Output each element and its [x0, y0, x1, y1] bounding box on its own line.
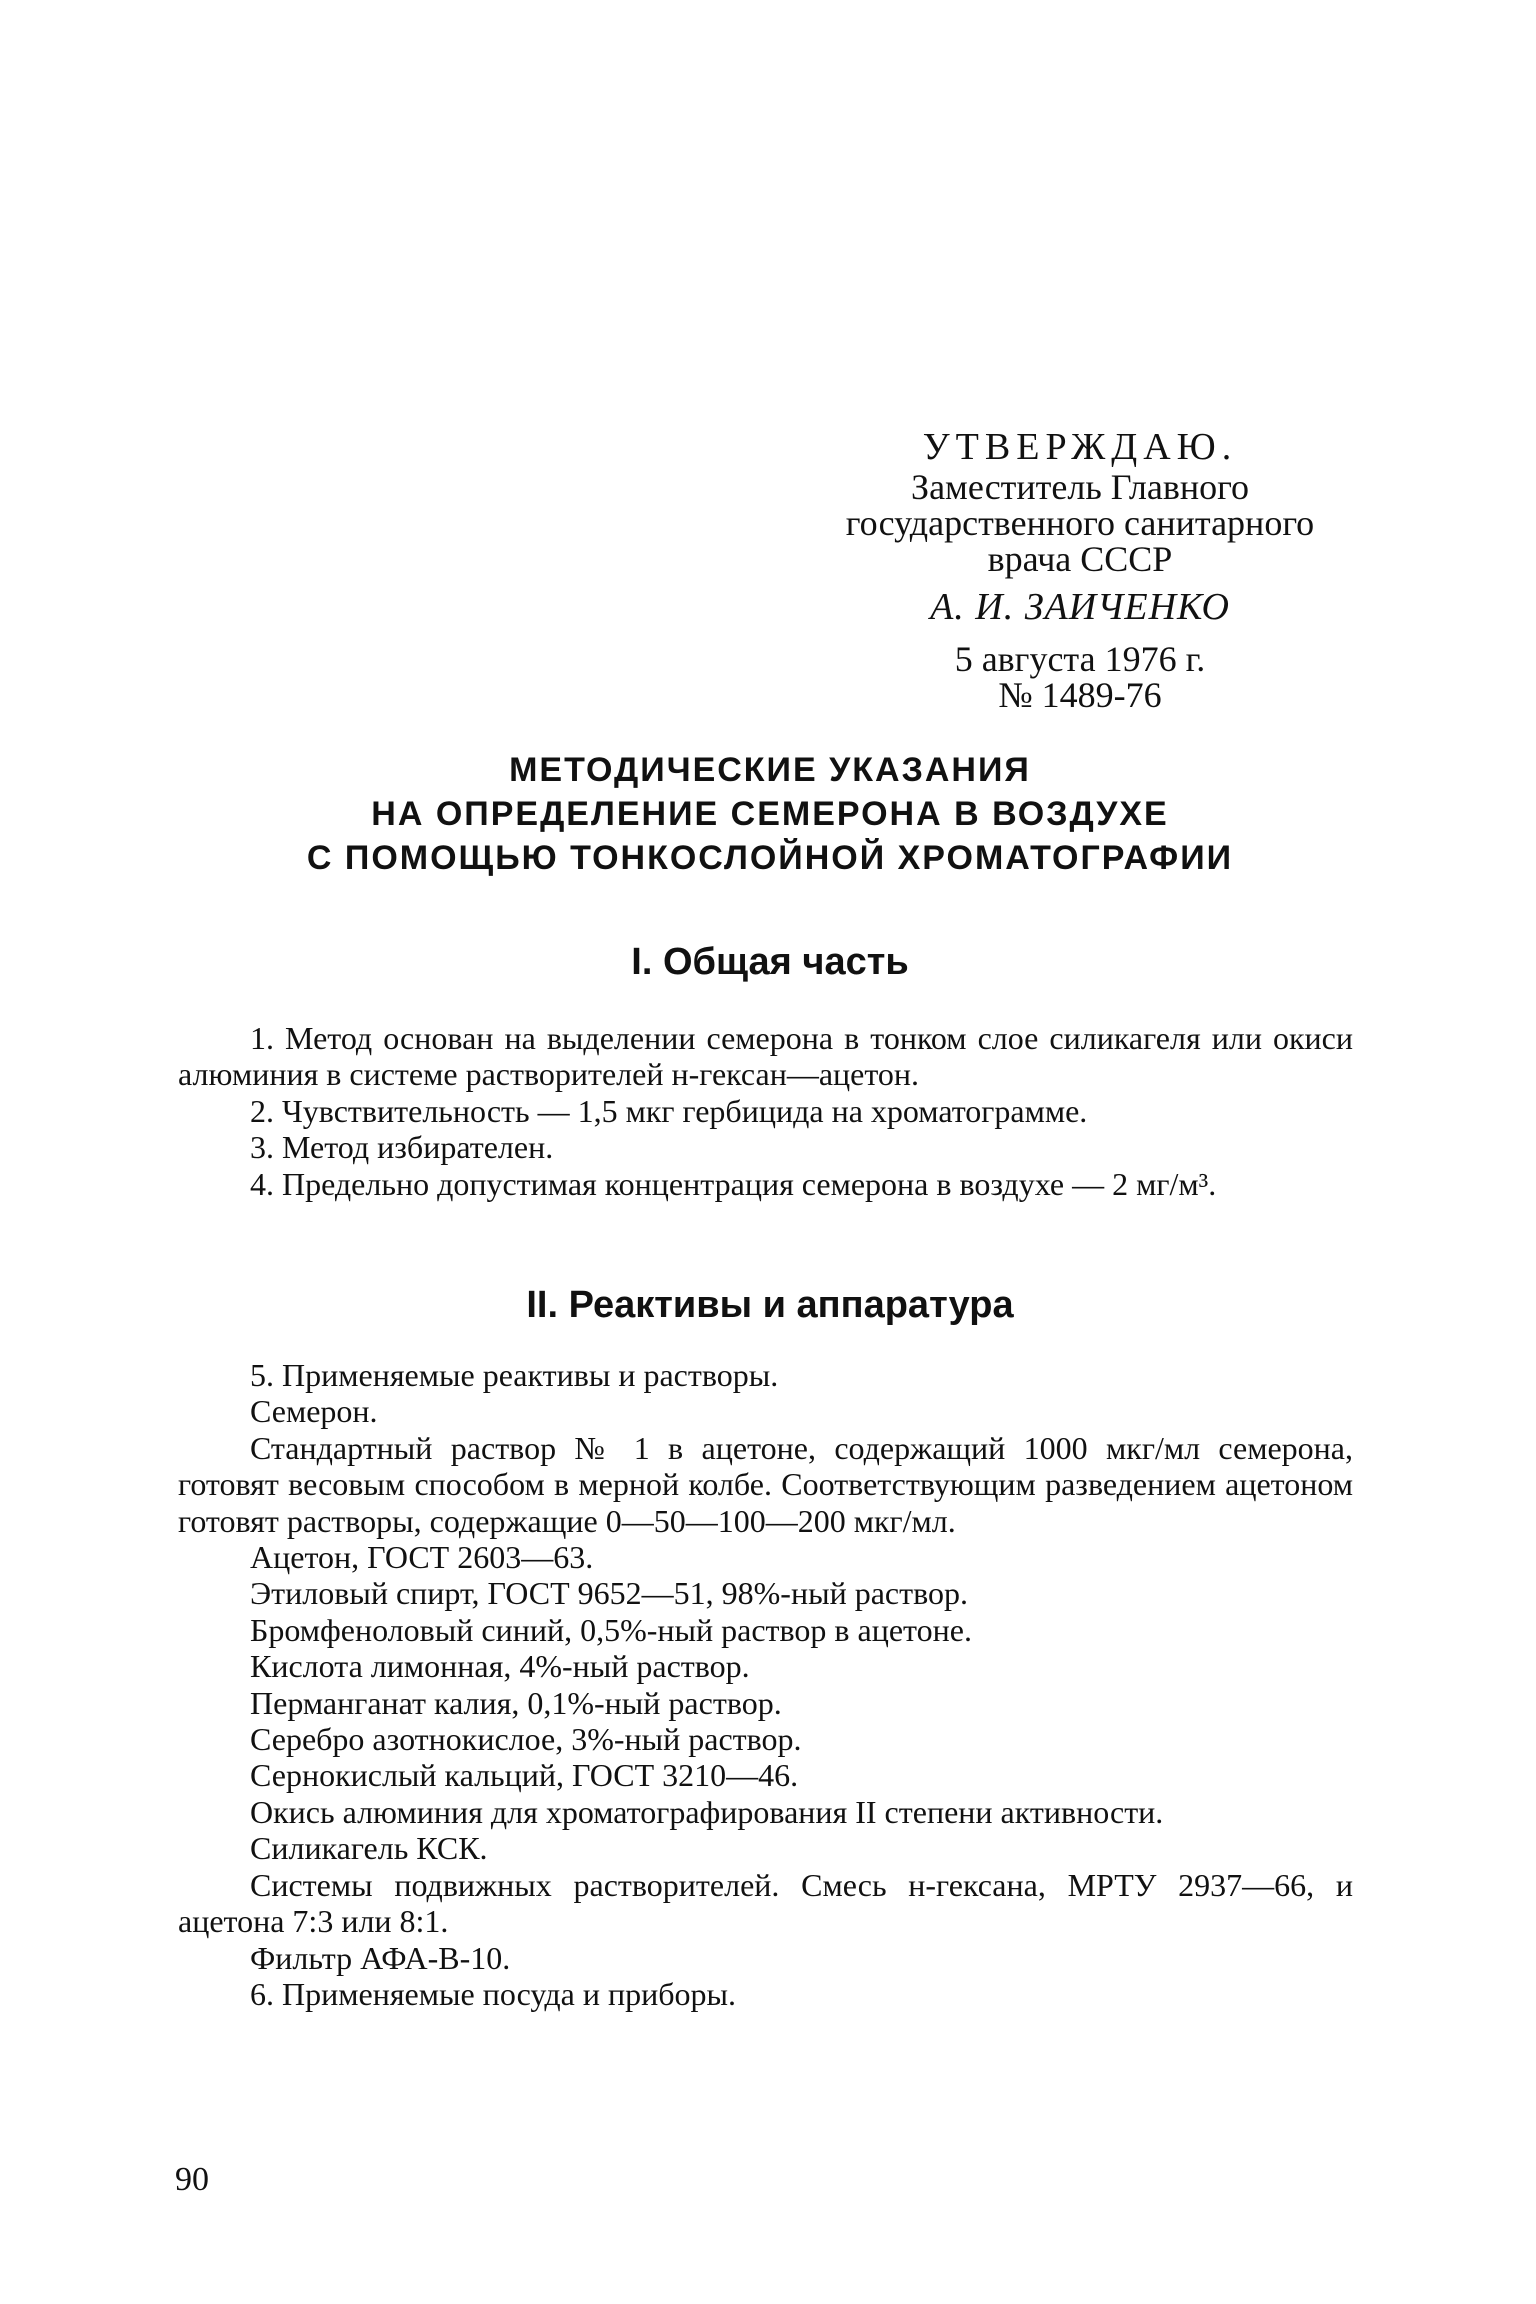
- document-title: [180, 748, 1360, 880]
- paragraph: Окись алюминия для хроматографирования II степени активности.: [250, 1793, 1164, 1830]
- approval-block: [820, 425, 1340, 713]
- paragraph: Серебро азотнокислое, 3%-ный раствор.: [250, 1721, 802, 1758]
- approval-heading: УТВЕРЖДАЮ.: [922, 426, 1238, 468]
- paragraph: Этиловый спирт, ГОСТ 9652—51, 98%-ный раствор.: [250, 1575, 968, 1612]
- paragraph: 3. Метод избирателен.: [250, 1129, 554, 1166]
- paragraph: 2. Чувствительность — 1,5 мкг гербицида на хроматограмме.: [250, 1092, 1088, 1129]
- section-1-heading: I. Общая часть: [631, 941, 909, 983]
- section-2-heading: II. Реактивы и аппаратура: [526, 1284, 1014, 1326]
- paragraph: Ацетон, ГОСТ 2603—63.: [250, 1539, 594, 1576]
- document-title-line-2: НА ОПРЕДЕЛЕНИЕ СЕМЕРОНА В ВОЗДУХЕ: [371, 795, 1169, 833]
- approval-position-line-1: Заместитель Главного: [911, 467, 1249, 507]
- paragraph: Сернокислый кальций, ГОСТ 3210—46.: [250, 1757, 799, 1794]
- approval-position-line-3: врача СССР: [987, 539, 1173, 579]
- paragraph: 1. Метод основан на выделении семерона в тонком слое силикагеля или окиси алюминия в системе растворителей н-гексан—ацетон.: [178, 1020, 1353, 1093]
- paragraph: Перманганат калия, 0,1%-ный раствор.: [250, 1684, 782, 1721]
- paragraph: 5. Применяемые реактивы и растворы.: [250, 1357, 779, 1393]
- document-title-line-1: МЕТОДИЧЕСКИЕ УКАЗАНИЯ: [509, 751, 1031, 789]
- paragraph: Силикагель КСК.: [250, 1830, 488, 1867]
- paragraph: 6. Применяемые посуда и приборы.: [250, 1975, 737, 2012]
- approval-date: 5 августа 1976 г.: [954, 639, 1206, 679]
- paragraph: Кислота лимонная, 4%-ный раствор.: [250, 1648, 750, 1685]
- paragraph: Стандартный раствор № 1 в ацетоне, содержащий 1000 мкг/мл семерона, готовят весовым способом в мерной колбе. Соответствующим разведением ацетоном готовят растворы, содержащие 0—50—100—200 мкг/мл.: [178, 1429, 1353, 1539]
- paragraph: Семерон.: [250, 1393, 378, 1430]
- paragraph: Системы подвижных растворителей. Смесь н-гексана, МРТУ 2937—66, и ацетона 7:3 или 8:1.: [178, 1866, 1353, 1940]
- section-2-body: [178, 1357, 1353, 2012]
- approval-signatory: А. И. ЗАИЧЕНКО: [930, 586, 1230, 628]
- document-title-line-3: С ПОМОЩЬЮ ТОНКОСЛОЙНОЙ ХРОМАТОГРАФИИ: [306, 839, 1234, 877]
- approval-position-line-2: государственного санитарного: [845, 503, 1315, 543]
- approval-number: № 1489-76: [998, 675, 1162, 715]
- paragraph: 4. Предельно допустимая концентрация семерона в воздухе — 2 мг/м³.: [250, 1165, 1217, 1202]
- paragraph: Фильтр АФА-В-10.: [250, 1939, 511, 1976]
- page-number: 90: [175, 2161, 209, 2198]
- paragraph: Бромфеноловый синий, 0,5%-ный раствор в ацетоне.: [250, 1611, 972, 1648]
- section-1-body: [178, 1020, 1353, 1202]
